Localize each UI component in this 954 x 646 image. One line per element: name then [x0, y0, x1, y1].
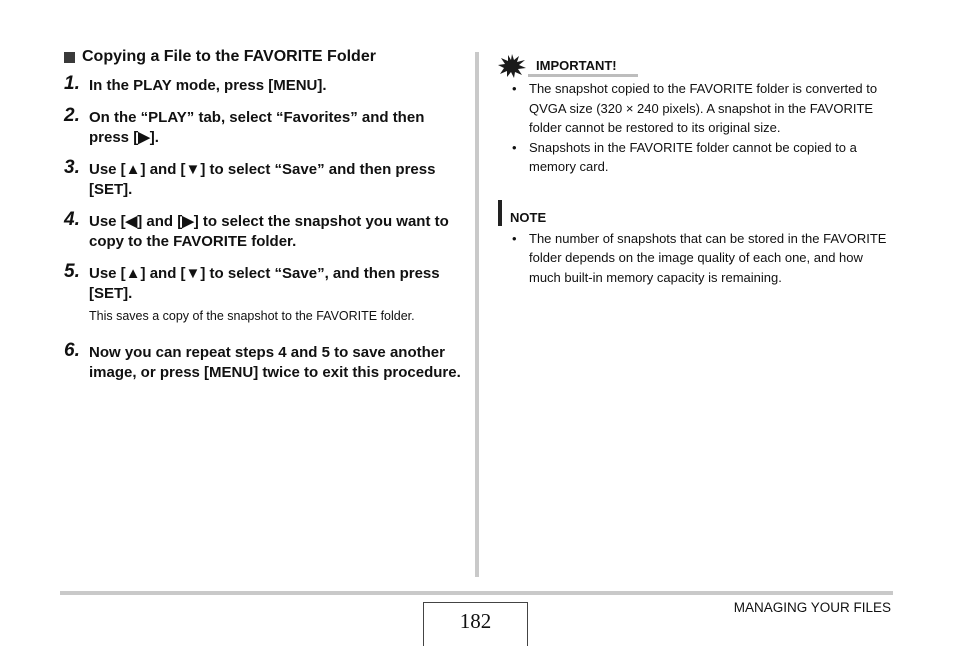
step-4 — [62, 209, 462, 252]
step-1 — [62, 73, 462, 96]
list-item: • The snapshot copied to the FAVORITE folder is converted to QVGA size (320 × 240 pixels). A snapshot in the FAVORITE folder cannot be restored to its original size. — [512, 81, 878, 135]
page-number-box — [423, 602, 528, 646]
note-label: NOTE — [510, 210, 547, 225]
footer-rule — [60, 591, 893, 595]
instructions-column — [62, 48, 462, 395]
column-divider — [475, 52, 479, 577]
step-6 — [62, 340, 462, 383]
important-heading — [498, 54, 898, 78]
step-3 — [62, 157, 462, 200]
notes-column — [498, 54, 898, 287]
step-2 — [62, 105, 462, 148]
note-bar-icon — [498, 200, 502, 226]
step-text: Now you can repeat steps 4 and 5 to save another image, or press [MENU] twice to exit this procedure. — [89, 344, 461, 381]
list-item-text: The number of snapshots that can be stored in the FAVORITE folder depends on the image quality of each one, and how much built-in memory capacity is remaining. — [529, 230, 887, 285]
step-number: 3. — [64, 157, 80, 178]
step-text: On the “PLAY” tab, select “Favorites” and then press [▶]. — [89, 109, 425, 146]
list-item: • Snapshots in the FAVORITE folder cannot be copied to a memory card. — [512, 139, 857, 174]
step-number: 2. — [64, 105, 80, 126]
section-heading — [62, 48, 462, 66]
burst-icon — [498, 54, 526, 78]
important-label: IMPORTANT! — [536, 58, 617, 73]
step-note: This saves a copy of the snapshot to the FAVORITE folder. — [89, 309, 415, 323]
step-number: 6. — [64, 340, 80, 361]
list-item: • The number of snapshots that can be stored in the FAVORITE folder depends on the image quality of each one, and how much built-in memory capacity is remaining. — [512, 230, 887, 285]
important-underline — [528, 74, 638, 77]
important-list — [498, 79, 898, 177]
step-number: 4. — [64, 209, 80, 230]
page-number: 182 — [459, 609, 492, 633]
step-number: 5. — [64, 261, 80, 282]
list-item-text: The snapshot copied to the FAVORITE folder is converted to QVGA size (320 × 240 pixels). A snapshot in the FAVORITE folder cannot be restored to its original size. — [529, 81, 878, 135]
chapter-title: MANAGING YOUR FILES — [733, 600, 891, 615]
section-title: Copying a File to the FAVORITE Folder — [82, 48, 376, 65]
note-heading — [498, 200, 898, 226]
step-text: Use [▲] and [▼] to select “Save”, and then press [SET]. — [89, 265, 440, 302]
square-bullet-icon — [64, 52, 75, 63]
step-text: Use [▲] and [▼] to select “Save” and then press [SET]. — [89, 161, 436, 198]
step-5 — [62, 261, 462, 325]
step-text: In the PLAY mode, press [MENU]. — [89, 77, 327, 94]
note-list — [498, 229, 898, 288]
list-item-text: Snapshots in the FAVORITE folder cannot be copied to a memory card. — [529, 139, 857, 174]
step-text: Use [◀] and [▶] to select the snapshot you want to copy to the FAVORITE folder. — [89, 213, 449, 250]
step-number: 1. — [64, 73, 80, 94]
